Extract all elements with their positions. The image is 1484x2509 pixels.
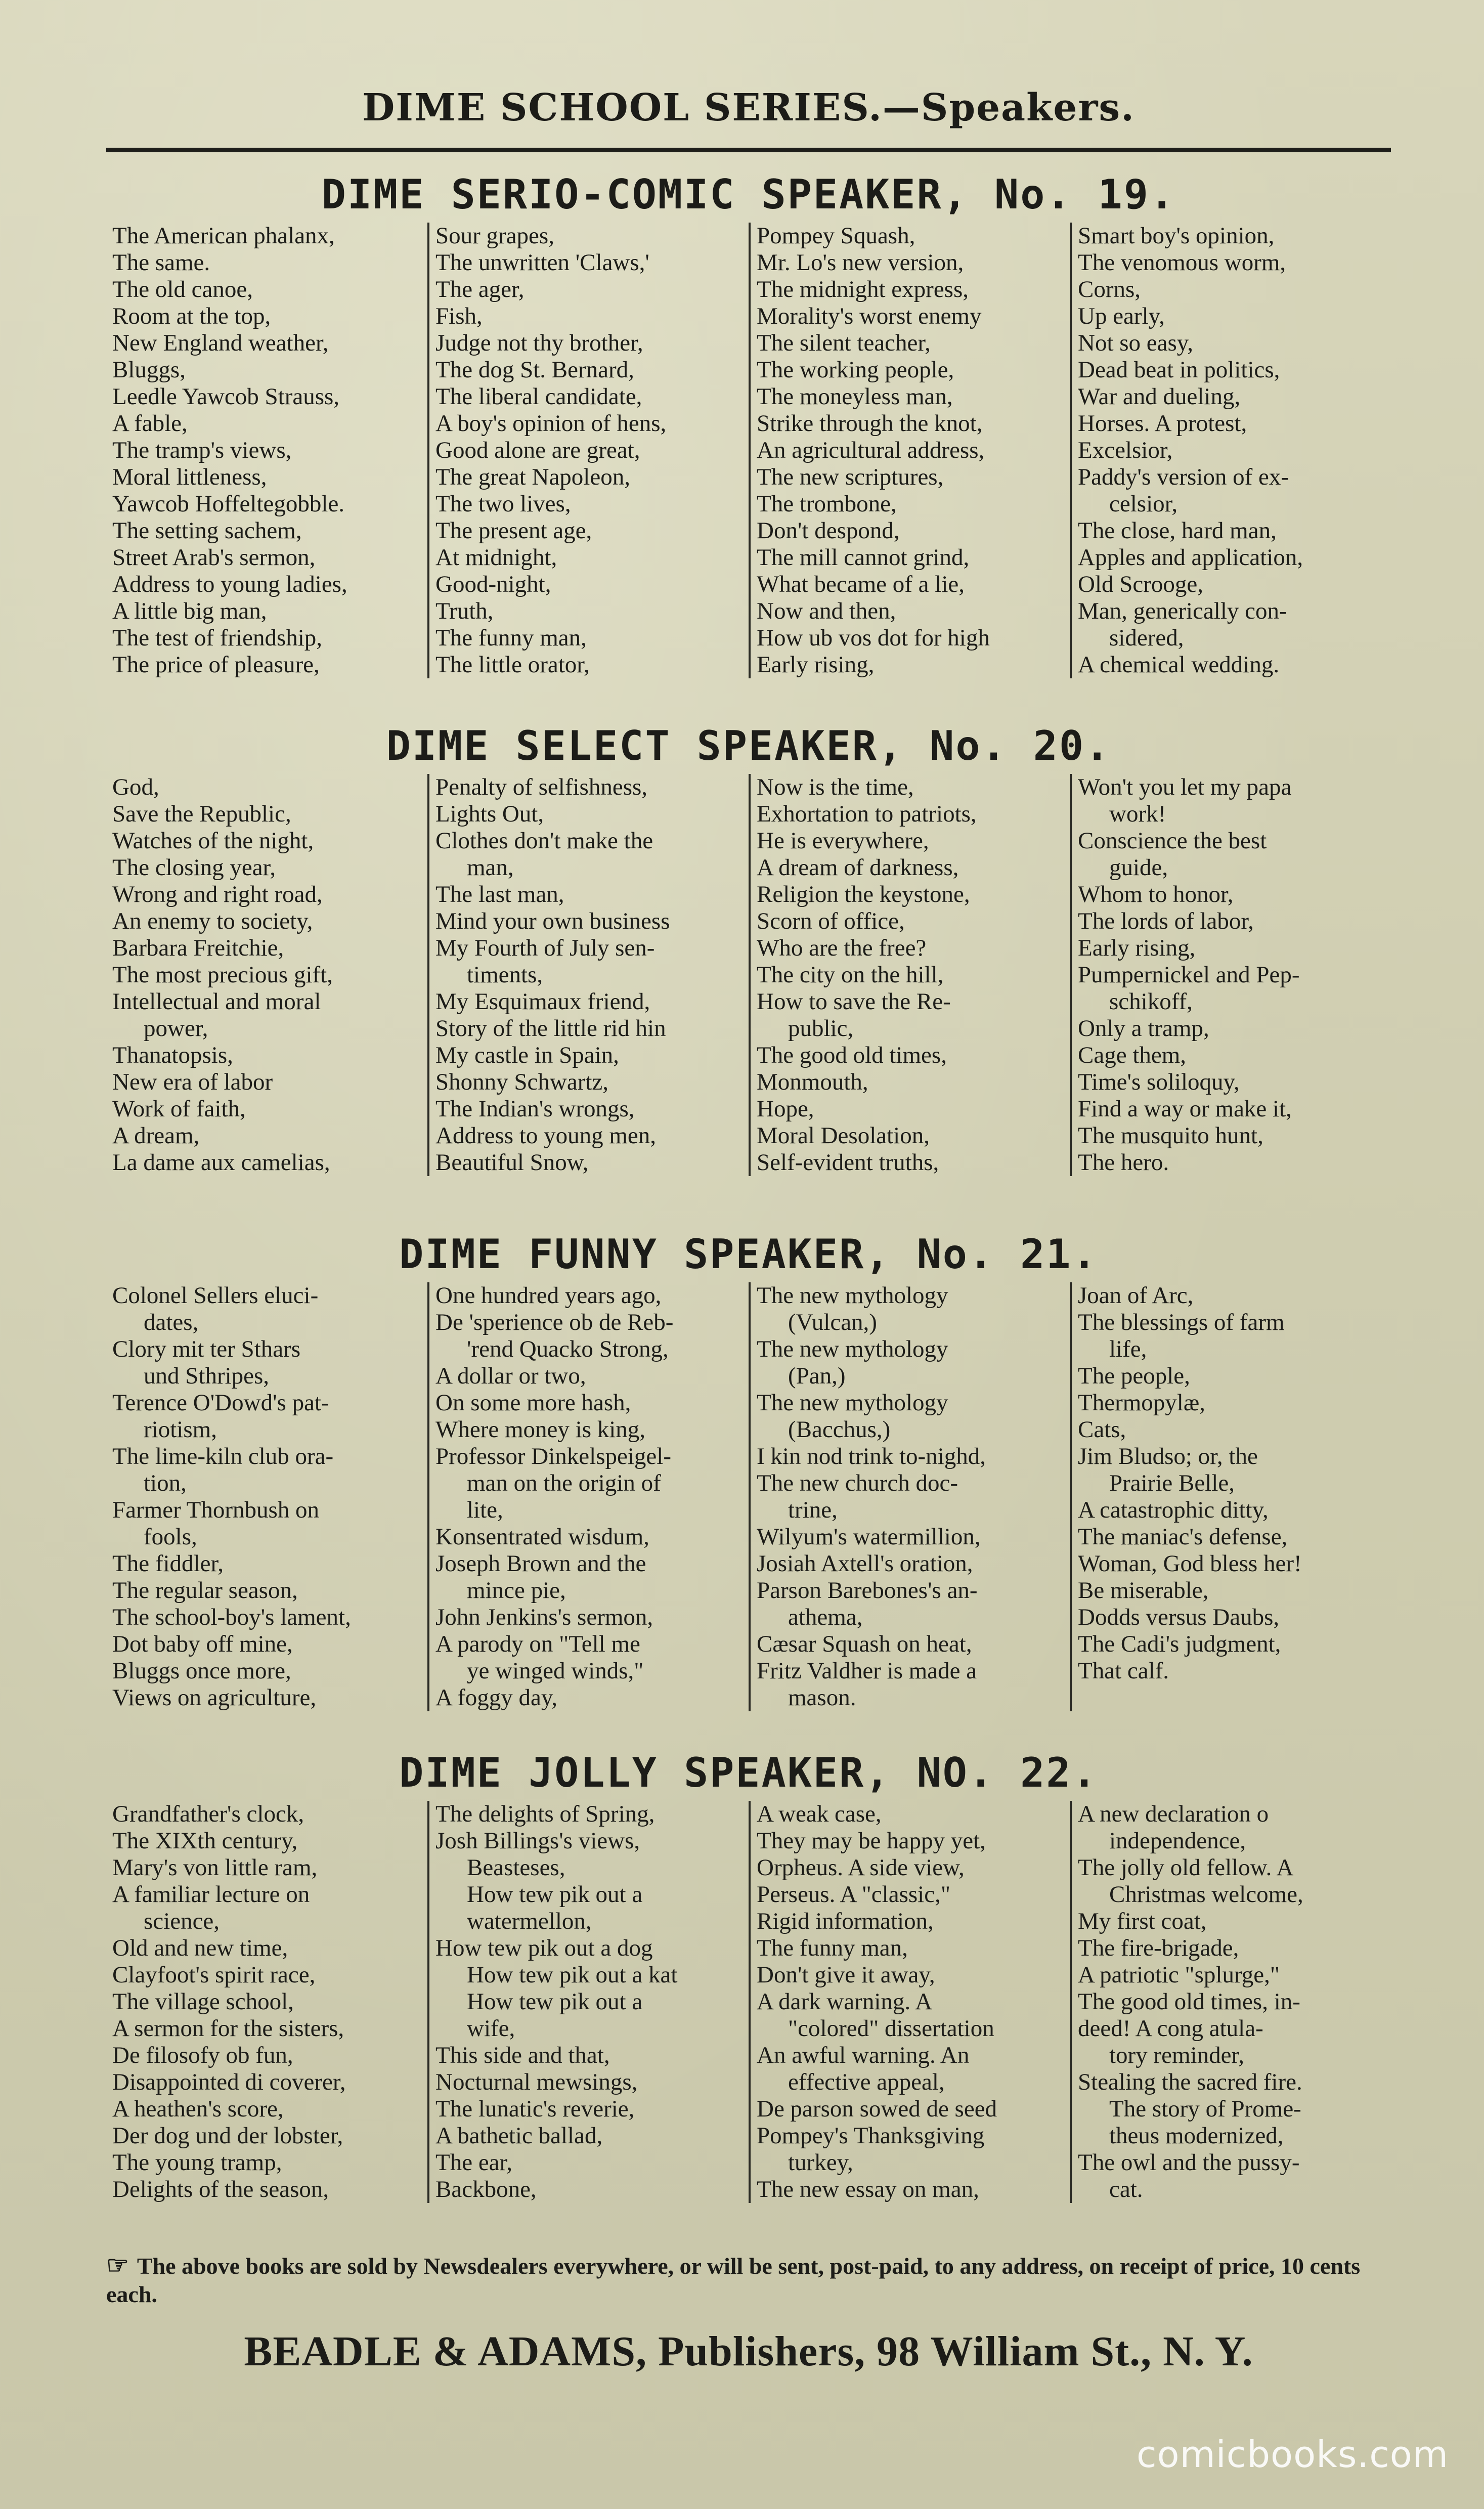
list-item: ye winged winds," <box>467 1658 644 1684</box>
list-item: Be miserable, <box>1078 1577 1209 1604</box>
list-item: Exhortation to patriots, <box>757 801 977 827</box>
list-item: La dame aux camelias, <box>112 1149 330 1176</box>
list-item: A dark warning. A <box>757 1988 933 2015</box>
list-item: Disappointed di coverer, <box>112 2069 346 2095</box>
item-column <box>1070 223 1391 678</box>
list-item: The jolly old fellow. A <box>1078 1854 1294 1881</box>
list-item: Mr. Lo's new version, <box>757 249 964 276</box>
list-item: Don't despond, <box>757 517 900 544</box>
list-item: A heathen's score, <box>112 2096 284 2122</box>
list-item: (Bacchus,) <box>788 1416 891 1443</box>
list-item: Parson Barebones's an- <box>757 1577 978 1604</box>
list-item: How tew pik out a dog <box>435 1935 653 1961</box>
list-item: Work of faith, <box>112 1096 246 1122</box>
list-item: Dot baby off mine, <box>112 1631 293 1657</box>
list-item: Man, generically con- <box>1078 598 1287 624</box>
list-item: Konsentrated wisdum, <box>435 1524 649 1550</box>
list-item: Intellectual and moral <box>112 988 321 1015</box>
ordering-notice <box>106 2251 1391 2309</box>
list-item: Judge not thy brother, <box>435 330 643 356</box>
list-item: Room at the top, <box>112 303 271 329</box>
item-column <box>427 774 749 1176</box>
list-item: timents, <box>467 962 543 988</box>
list-item: Hope, <box>757 1096 814 1122</box>
list-item: dates, <box>144 1309 199 1335</box>
list-item: Time's soliloquy, <box>1078 1069 1240 1095</box>
list-item: The moneyless man, <box>757 383 953 410</box>
list-item: A dollar or two, <box>435 1363 586 1389</box>
list-item: life, <box>1109 1336 1147 1362</box>
list-item: fools, <box>144 1524 197 1550</box>
list-item: The regular season, <box>112 1577 298 1604</box>
list-item: My Fourth of July sen- <box>435 935 655 961</box>
list-item: athema, <box>788 1604 863 1630</box>
item-column <box>749 1801 1070 2203</box>
list-item: Excelsior, <box>1078 437 1173 463</box>
list-item: Religion the keystone, <box>757 881 970 907</box>
list-item: deed! A cong atula- <box>1078 2015 1263 2042</box>
list-item: The XIXth century, <box>112 1828 298 1854</box>
list-item: Dead beat in politics, <box>1078 357 1280 383</box>
list-item: Josh Billings's views, <box>435 1828 640 1854</box>
list-item: The American phalanx, <box>112 223 335 249</box>
list-item: trine, <box>788 1497 838 1523</box>
list-item: A little big man, <box>112 598 267 624</box>
series-header: DIME SCHOOL SERIES.—Speakers. <box>362 86 1135 129</box>
list-item: The funny man, <box>757 1935 908 1961</box>
list-item: Beautiful Snow, <box>435 1149 589 1176</box>
list-item: Street Arab's sermon, <box>112 544 316 571</box>
list-item: A weak case, <box>757 1801 882 1827</box>
list-item: The Cadi's judgment, <box>1078 1631 1281 1657</box>
list-item: theus modernized, <box>1109 2123 1284 2149</box>
list-item: Moral littleness, <box>112 464 267 490</box>
list-item: This side and that, <box>435 2042 610 2068</box>
section-funny-speaker <box>106 1227 1391 1711</box>
list-item: Apples and application, <box>1078 544 1303 571</box>
list-item: The little orator, <box>435 652 590 678</box>
list-item: Good-night, <box>435 571 551 597</box>
list-item: The close, hard man, <box>1078 517 1277 544</box>
list-item: The unwritten 'Claws,' <box>435 249 649 276</box>
list-item: A catastrophic ditty, <box>1078 1497 1269 1523</box>
list-item: The delights of Spring, <box>435 1801 655 1827</box>
list-item: Joseph Brown and the <box>435 1550 646 1577</box>
section-select-speaker <box>106 718 1391 1176</box>
list-item: Orpheus. A side view, <box>757 1854 965 1881</box>
list-item: The present age, <box>435 517 592 544</box>
list-item: The lunatic's reverie, <box>435 2096 635 2122</box>
list-item: The liberal candidate, <box>435 383 642 410</box>
list-item: The fire-brigade, <box>1078 1935 1239 1961</box>
list-item: A chemical wedding. <box>1078 652 1280 678</box>
list-item: Barbara Freitchie, <box>112 935 284 961</box>
list-item: Won't you let my papa <box>1078 774 1292 800</box>
item-column <box>106 223 427 678</box>
list-item: A parody on "Tell me <box>435 1631 640 1657</box>
list-item: Yawcob Hoffeltegobble. <box>112 491 345 517</box>
list-item: The city on the hill, <box>757 962 944 988</box>
list-item: A familiar lecture on <box>112 1881 310 1908</box>
list-item: The good old times, <box>757 1042 947 1068</box>
list-item: man, <box>467 854 514 881</box>
list-item: The hero. <box>1078 1149 1169 1176</box>
list-item: On some more hash, <box>435 1390 631 1416</box>
list-item: Scorn of office, <box>757 908 905 934</box>
list-item: (Pan,) <box>788 1363 846 1389</box>
item-column <box>106 1801 427 2203</box>
list-item: Save the Republic, <box>112 801 291 827</box>
section-serio-comic-speaker <box>106 167 1391 678</box>
list-item: Bluggs once more, <box>112 1658 291 1684</box>
list-item: Colonel Sellers eluci- <box>112 1282 319 1309</box>
list-item: That calf. <box>1078 1658 1169 1684</box>
list-item: The two lives, <box>435 491 571 517</box>
list-item: Dodds versus Daubs, <box>1078 1604 1280 1630</box>
list-item: A new declaration o <box>1078 1801 1269 1827</box>
list-item: The people, <box>1078 1363 1190 1389</box>
list-item: lite, <box>467 1497 503 1523</box>
list-item: Horses. A protest, <box>1078 410 1247 437</box>
list-item: John Jenkins's sermon, <box>435 1604 653 1630</box>
list-item: The trombone, <box>757 491 897 517</box>
list-item: How tew pik out a <box>467 1988 643 2015</box>
list-item: Only a tramp, <box>1078 1015 1209 1042</box>
list-item: They may be happy yet, <box>757 1828 986 1854</box>
list-item: An agricultural address, <box>757 437 985 463</box>
header-rule <box>106 148 1391 152</box>
list-item: Not so easy, <box>1078 330 1194 356</box>
item-columns <box>106 1282 1391 1711</box>
list-item: mince pie, <box>467 1577 566 1604</box>
list-item: Stealing the sacred fire. <box>1078 2069 1302 2095</box>
list-item: Strike through the knot, <box>757 410 983 437</box>
list-item: A sermon for the sisters, <box>112 2015 344 2042</box>
list-item: The closing year, <box>112 854 276 881</box>
list-item: Up early, <box>1078 303 1165 329</box>
list-item: Prairie Belle, <box>1109 1470 1235 1496</box>
list-item: The great Napoleon, <box>435 464 630 490</box>
list-item: work! <box>1109 801 1166 827</box>
list-item: und Sthripes, <box>144 1363 270 1389</box>
list-item: How to save the Re- <box>757 988 951 1015</box>
list-item: De parson sowed de seed <box>757 2096 997 2122</box>
list-item: The test of friendship, <box>112 625 323 651</box>
list-item: Paddy's version of ex- <box>1078 464 1289 490</box>
list-item: The lime-kiln club ora- <box>112 1443 334 1469</box>
list-item: New era of labor <box>112 1069 273 1095</box>
list-item: riotism, <box>144 1416 217 1443</box>
list-item: watermellon, <box>467 1908 592 1934</box>
list-item: The working people, <box>757 357 954 383</box>
list-item: The owl and the pussy- <box>1078 2149 1300 2176</box>
list-item: The village school, <box>112 1988 294 2015</box>
list-item: Backbone, <box>435 2176 537 2202</box>
section-title: DIME SELECT SPEAKER, No. 20. <box>386 722 1111 769</box>
pointing-hand-icon: ☞ <box>106 2251 129 2279</box>
list-item: guide, <box>1109 854 1168 881</box>
notice-text: The above books are sold by Newsdealers everywhere, or will be sent, post-paid, to any address, on receipt of price, 10 cents each. <box>106 2253 1361 2307</box>
list-item: What became of a lie, <box>757 571 965 597</box>
list-item: Lights Out, <box>435 801 544 827</box>
list-item: Perseus. A "classic," <box>757 1881 950 1908</box>
list-item: Joan of Arc, <box>1078 1282 1194 1309</box>
list-item: My Esquimaux friend, <box>435 988 650 1015</box>
list-item: A foggy day, <box>435 1684 558 1711</box>
list-item: Mind your own business <box>435 908 670 934</box>
list-item: Jim Bludso; or, the <box>1078 1443 1258 1469</box>
list-item: One hundred years ago, <box>435 1282 662 1309</box>
list-item: Woman, God bless her! <box>1078 1550 1302 1577</box>
section-title: DIME SERIO-COMIC SPEAKER, No. 19. <box>321 171 1176 218</box>
list-item: Shonny Schwartz, <box>435 1069 609 1095</box>
list-item: Fritz Valdher is made a <box>757 1658 977 1684</box>
list-item: Thermopylæ, <box>1078 1390 1205 1416</box>
list-item: Good alone are great, <box>435 437 640 463</box>
list-item: How tew pik out a kat <box>467 1962 678 1988</box>
list-item: Farmer Thornbush on <box>112 1497 320 1523</box>
list-item: The last man, <box>435 881 564 907</box>
list-item: Josiah Axtell's oration, <box>757 1550 973 1577</box>
item-columns <box>106 774 1391 1176</box>
list-item: man on the origin of <box>467 1470 661 1496</box>
list-item: tion, <box>144 1470 187 1496</box>
list-item: A fable, <box>112 410 188 437</box>
list-item: Morality's worst enemy <box>757 303 982 329</box>
list-item: tory reminder, <box>1109 2042 1244 2068</box>
list-item: Don't give it away, <box>757 1962 935 1988</box>
list-item: The funny man, <box>435 625 587 651</box>
list-item: Penalty of selfishness, <box>435 774 648 800</box>
list-item: Terence O'Dowd's pat- <box>112 1390 329 1416</box>
list-item: Where money is king, <box>435 1416 646 1443</box>
list-item: Address to young men, <box>435 1122 657 1149</box>
list-item: An awful warning. An <box>757 2042 970 2068</box>
list-item: At midnight, <box>435 544 557 571</box>
section-title: DIME JOLLY SPEAKER, NO. 22. <box>399 1749 1098 1796</box>
list-item: 'rend Quacko Strong, <box>467 1336 669 1362</box>
list-item: Corns, <box>1078 276 1141 302</box>
list-item: Sour grapes, <box>435 223 554 249</box>
list-item: Views on agriculture, <box>112 1684 317 1711</box>
item-column <box>106 774 427 1176</box>
list-item: Thanatopsis, <box>112 1042 233 1068</box>
list-item: De filosofy ob fun, <box>112 2042 293 2068</box>
item-column <box>427 1282 749 1711</box>
list-item: The new essay on man, <box>757 2176 979 2202</box>
list-item: How ub vos dot for high <box>757 625 990 651</box>
list-item: Pompey's Thanksgiving <box>757 2123 985 2149</box>
list-item: The school-boy's lament, <box>112 1604 351 1630</box>
list-item: Mary's von little ram, <box>112 1854 318 1881</box>
list-item: mason. <box>788 1684 856 1711</box>
list-item: public, <box>788 1015 854 1042</box>
list-item: Smart boy's opinion, <box>1078 223 1275 249</box>
section-jolly-speaker <box>106 1745 1391 2203</box>
list-item: The good old times, in- <box>1078 1988 1300 2015</box>
list-item: A patriotic "splurge," <box>1078 1962 1280 1988</box>
list-item: Watches of the night, <box>112 828 314 854</box>
list-item: Fish, <box>435 303 483 329</box>
list-item: Whom to honor, <box>1078 881 1234 907</box>
list-item: Truth, <box>435 598 494 624</box>
list-item: The setting sachem, <box>112 517 302 544</box>
list-item: The same. <box>112 249 210 276</box>
list-item: Wrong and right road, <box>112 881 323 907</box>
list-item: wife, <box>467 2015 515 2042</box>
list-item: Story of the little rid hin <box>435 1015 666 1042</box>
list-item: cat. <box>1109 2176 1143 2202</box>
list-item: The lords of labor, <box>1078 908 1254 934</box>
list-item: Pompey Squash, <box>757 223 915 249</box>
item-column <box>749 1282 1070 1711</box>
list-item: A bathetic ballad, <box>435 2123 603 2149</box>
list-item: Early rising, <box>757 652 875 678</box>
item-column <box>427 223 749 678</box>
list-item: The ear, <box>435 2149 513 2176</box>
list-item: Beasteses, <box>467 1854 565 1881</box>
list-item: A boy's opinion of hens, <box>435 410 667 437</box>
item-column <box>1070 1801 1391 2203</box>
list-item: Nocturnal mewsings, <box>435 2069 638 2095</box>
list-item: A dream, <box>112 1122 200 1149</box>
item-columns <box>106 223 1391 678</box>
list-item: Delights of the season, <box>112 2176 329 2202</box>
list-item: Der dog und der lobster, <box>112 2123 343 2149</box>
item-column <box>106 1282 427 1711</box>
list-item: Conscience the best <box>1078 828 1267 854</box>
list-item: De 'sperience ob de Reb- <box>435 1309 674 1335</box>
list-item: The tramp's views, <box>112 437 292 463</box>
list-item: He is everywhere, <box>757 828 929 854</box>
list-item: schikoff, <box>1109 988 1193 1015</box>
list-item: Monmouth, <box>757 1069 868 1095</box>
list-item: effective appeal, <box>788 2069 945 2095</box>
list-item: An enemy to society, <box>112 908 313 934</box>
list-item: The maniac's defense, <box>1078 1524 1288 1550</box>
item-column <box>749 774 1070 1176</box>
list-item: The new scriptures, <box>757 464 944 490</box>
item-column <box>1070 1282 1391 1711</box>
list-item: Cage them, <box>1078 1042 1187 1068</box>
list-item: Grandfather's clock, <box>112 1801 304 1827</box>
list-item: How tew pik out a <box>467 1881 643 1908</box>
list-item: The price of pleasure, <box>112 652 320 678</box>
section-title: DIME FUNNY SPEAKER, No. 21. <box>399 1231 1098 1278</box>
list-item: My first coat, <box>1078 1908 1207 1934</box>
list-item: My castle in Spain, <box>435 1042 619 1068</box>
list-item: The most precious gift, <box>112 962 333 988</box>
list-item: The new mythology <box>757 1390 948 1416</box>
publisher-line: BEADLE & ADAMS, Publishers, 98 William St., N. Y. <box>244 2328 1253 2375</box>
list-item: Cats, <box>1078 1416 1126 1443</box>
list-item: Clory mit ter Sthars <box>112 1336 301 1362</box>
list-item: Find a way or make it, <box>1078 1096 1292 1122</box>
list-item: The ager, <box>435 276 525 302</box>
list-item: Moral Desolation, <box>757 1122 930 1149</box>
list-item: War and dueling, <box>1078 383 1241 410</box>
list-item: The musquito hunt, <box>1078 1122 1263 1149</box>
list-item: The silent teacher, <box>757 330 931 356</box>
list-item: science, <box>144 1908 220 1934</box>
list-item: The dog St. Bernard, <box>435 357 634 383</box>
list-item: The blessings of farm <box>1078 1309 1285 1335</box>
list-item: Pumpernickel and Pep- <box>1078 962 1300 988</box>
item-column <box>1070 774 1391 1176</box>
list-item: Clothes don't make the <box>435 828 653 854</box>
list-item: Professor Dinkelspeigel- <box>435 1443 671 1469</box>
list-item: Bluggs, <box>112 357 186 383</box>
list-item: Rigid information, <box>757 1908 934 1934</box>
watermark: comicbooks.com <box>1136 2433 1449 2476</box>
list-item: Address to young ladies, <box>112 571 347 597</box>
list-item: Now is the time, <box>757 774 914 800</box>
list-item: Early rising, <box>1078 935 1196 961</box>
list-item: A dream of darkness, <box>757 854 959 881</box>
list-item: sidered, <box>1109 625 1184 651</box>
list-item: (Vulcan,) <box>788 1309 877 1335</box>
list-item: Self-evident truths, <box>757 1149 939 1176</box>
list-item: power, <box>144 1015 208 1042</box>
list-item: Who are the free? <box>757 935 927 961</box>
list-item: Now and then, <box>757 598 896 624</box>
list-item: Old and new time, <box>112 1935 288 1961</box>
list-item: The new mythology <box>757 1282 948 1309</box>
list-item: The old canoe, <box>112 276 253 302</box>
list-item: New England weather, <box>112 330 329 356</box>
list-item: Clayfoot's spirit race, <box>112 1962 316 1988</box>
list-item: I kin nod trink to-nighd, <box>757 1443 986 1469</box>
list-item: turkey, <box>788 2149 853 2176</box>
list-item: "colored" dissertation <box>788 2015 994 2042</box>
list-item: Christmas welcome, <box>1109 1881 1303 1908</box>
list-item: Old Scrooge, <box>1078 571 1204 597</box>
list-item: Wilyum's watermillion, <box>757 1524 981 1550</box>
list-item: independence, <box>1109 1828 1246 1854</box>
list-item: The venomous worm, <box>1078 249 1286 276</box>
item-columns <box>106 1801 1391 2203</box>
list-item: The mill cannot grind, <box>757 544 970 571</box>
list-item: Cæsar Squash on heat, <box>757 1631 972 1657</box>
list-item: Leedle Yawcob Strauss, <box>112 383 340 410</box>
list-item: The young tramp, <box>112 2149 282 2176</box>
item-column <box>749 223 1070 678</box>
list-item: The new church doc- <box>757 1470 958 1496</box>
item-column <box>427 1801 749 2203</box>
list-item: God, <box>112 774 159 800</box>
list-item: celsior, <box>1109 491 1178 517</box>
list-item: The new mythology <box>757 1336 948 1362</box>
list-item: The Indian's wrongs, <box>435 1096 635 1122</box>
list-item: The midnight express, <box>757 276 969 302</box>
list-item: The story of Prome- <box>1109 2096 1301 2122</box>
list-item: The fiddler, <box>112 1550 224 1577</box>
